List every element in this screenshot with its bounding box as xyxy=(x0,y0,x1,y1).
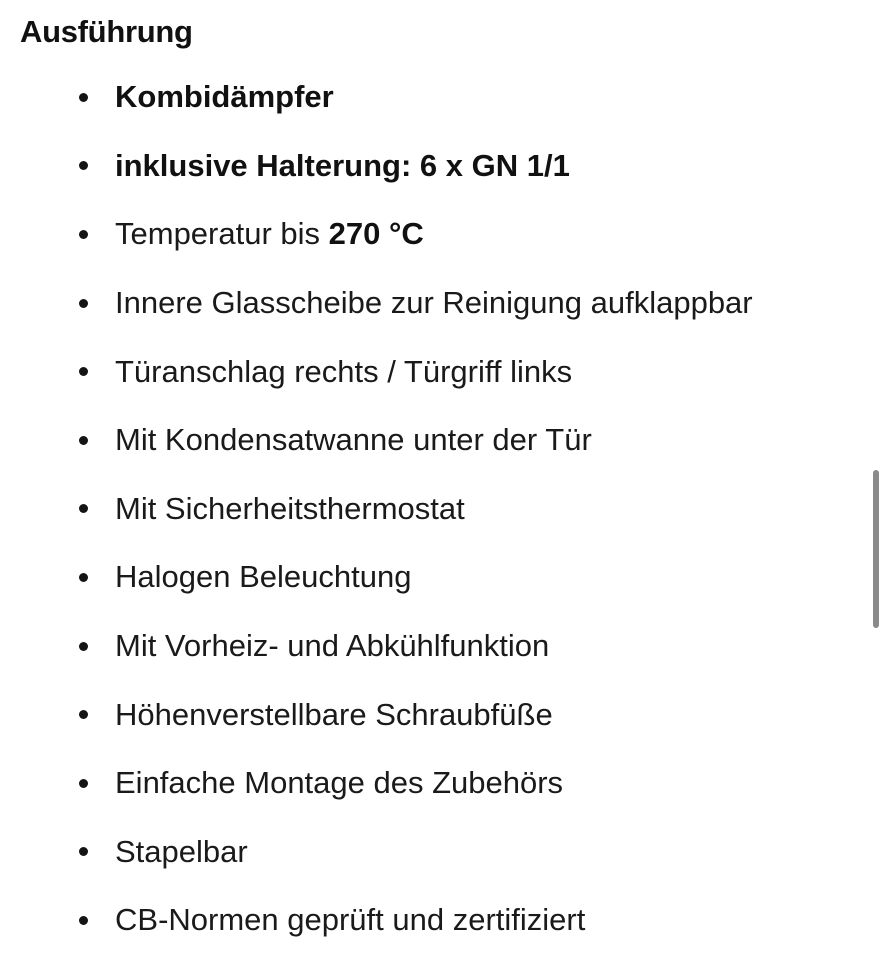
bullet-icon xyxy=(79,573,88,582)
bullet-icon xyxy=(79,710,88,719)
section-title: Ausführung xyxy=(20,14,193,49)
bullet-icon xyxy=(79,504,88,513)
temperature-value: 270 °C xyxy=(328,216,424,252)
list-item-text: Halogen Beleuchtung xyxy=(115,559,412,595)
list-item-text xyxy=(115,216,424,252)
bullet-icon xyxy=(79,916,88,925)
list-item-text: Einfache Montage des Zubehörs xyxy=(115,765,564,801)
bullet-icon xyxy=(79,93,88,102)
list-item-text: Höhenverstellbare Schraubfüße xyxy=(115,696,553,732)
list-item-text: Innere Glasscheibe zur Reinigung aufklappbar xyxy=(115,285,753,321)
bullet-icon xyxy=(79,230,88,239)
list-item-text-prefix: Temperatur bis xyxy=(115,216,329,252)
list-item-text: Mit Vorheiz- und Abkühlfunktion xyxy=(115,628,550,664)
list-item-text: Mit Sicherheitsthermostat xyxy=(115,490,465,526)
bullet-icon xyxy=(79,436,88,445)
bullet-icon xyxy=(79,847,88,856)
bullet-icon xyxy=(79,161,88,170)
scrollbar-thumb[interactable] xyxy=(873,470,879,628)
list-item-text: CB-Normen geprüft und zertifiziert xyxy=(115,902,586,938)
bullet-icon xyxy=(79,367,88,376)
list-item-text: Türanschlag rechts / Türgriff links xyxy=(115,353,573,389)
bullet-icon xyxy=(79,779,88,788)
list-item-text: inklusive Halterung: 6 x GN 1/1 xyxy=(115,147,570,183)
bullet-icon xyxy=(79,642,88,651)
list-item-text: Kombidämpfer xyxy=(115,79,334,115)
list-item-text: Mit Kondensatwanne unter der Tür xyxy=(115,422,592,458)
list-item-text: Stapelbar xyxy=(115,833,248,869)
bullet-icon xyxy=(79,299,88,308)
